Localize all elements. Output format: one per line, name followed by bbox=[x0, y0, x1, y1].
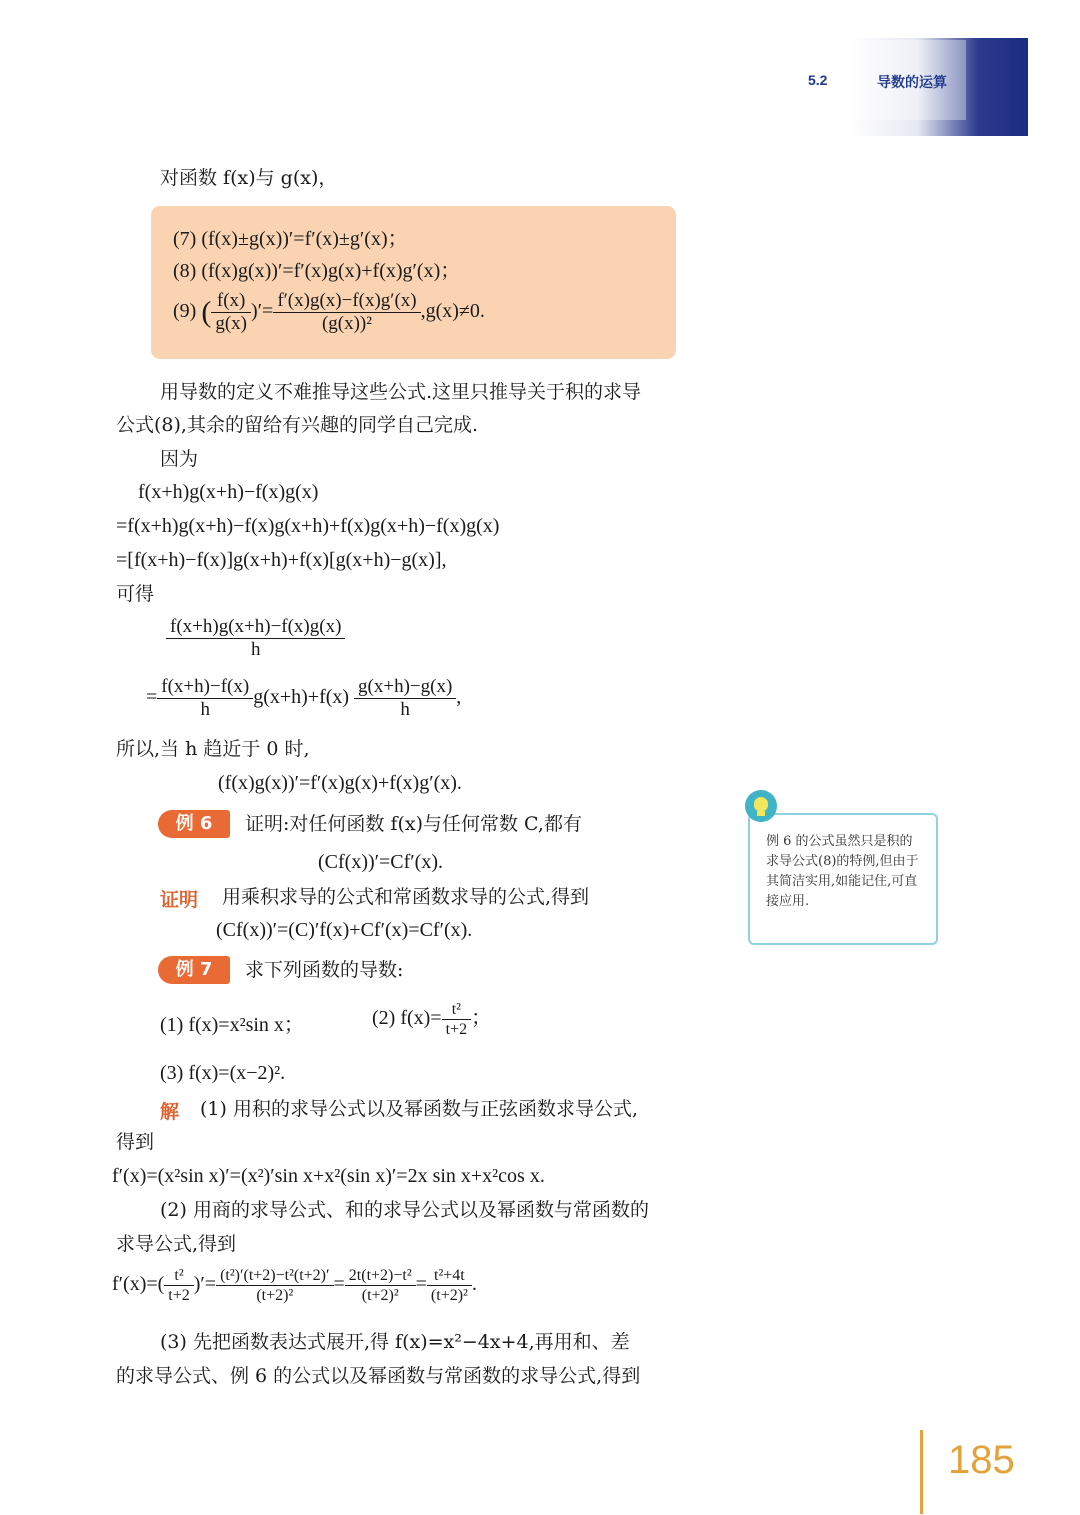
sol2-fraction-2: $\frac{\text{(t²)′(t+2)−t²(t+2)′}}{\text{(t+2)²}}$ bbox=[216, 1266, 333, 1305]
solution-2-line-1: (2) 用商的求导公式、和的求导公式以及幂函数与常函数的 bbox=[160, 1199, 649, 1221]
sol2-fraction-3: $\frac{\text{2t(t+2)−t²}}{\text{(t+2)²}}$ bbox=[345, 1266, 416, 1305]
derivation-line-1: f(x+h)g(x+h)−f(x)g(x) bbox=[138, 481, 319, 503]
solution-1-formula: f′(x)=(x²sin x)′=(x²)′sin x+x²(sin x)′=2x sin x+x²cos x. bbox=[112, 1165, 545, 1187]
para1-line1: 用导数的定义不难推导这些公式.这里只推导关于积的求导 bbox=[160, 381, 642, 403]
example-7-item-3: (3) f(x)=(x−2)². bbox=[160, 1062, 286, 1084]
item-2-fraction: $\frac{\text{t²}}{t+2}$ bbox=[442, 1000, 471, 1039]
example-6-prompt: 证明:对任何函数 f(x)与任何常数 C,都有 bbox=[245, 813, 582, 835]
quotient-fraction-2: $\frac{f(x+h)-f(x)}{h}$ bbox=[157, 676, 253, 721]
difference-quotient bbox=[166, 616, 345, 661]
example-6-formula: (Cf(x))′=Cf′(x). bbox=[318, 851, 443, 873]
example-7-prompt: 求下列函数的导数: bbox=[245, 959, 404, 981]
formula-8: (8) (f(x)g(x))′=f′(x)g(x)+f(x)g′(x)； bbox=[173, 260, 461, 282]
proof-label: 证明 bbox=[160, 889, 199, 911]
kede-text: 可得 bbox=[116, 583, 155, 605]
solution-1-line-1: (1) 用积的求导公式以及幂函数与正弦函数求导公式, bbox=[200, 1098, 638, 1120]
derivation-line-2: =f(x+h)g(x+h)−f(x)g(x+h)+f(x)g(x+h)−f(x)g(x) bbox=[116, 515, 500, 537]
example-7-item-1: (1) f(x)=x²sin x； bbox=[160, 1014, 304, 1036]
quotient-fraction-3: $\frac{g(x+h)-g(x)}{h}$ bbox=[354, 676, 456, 721]
solution-2-line-2: 求导公式,得到 bbox=[116, 1233, 237, 1255]
formula-9-label: (9) bbox=[173, 300, 197, 323]
solution-label: 解 bbox=[160, 1101, 180, 1123]
quotient-fraction-1: $\frac{f(x+h)g(x+h)-f(x)g(x)}{h}$ bbox=[166, 616, 345, 661]
proof-text: 用乘积求导的公式和常函数求导的公式,得到 bbox=[222, 886, 590, 908]
formula-7: (7) (f(x)±g(x))′=f′(x)±g′(x)； bbox=[173, 228, 408, 250]
formula-9-tail: ,g(x)≠0. bbox=[420, 300, 485, 323]
para1-line2: 公式(8),其余的留给有兴趣的同学自己完成. bbox=[116, 414, 478, 436]
proof-formula: (Cf(x))′=(C)′f(x)+Cf′(x)=Cf′(x). bbox=[216, 919, 473, 941]
section-number: 5.2 bbox=[808, 72, 828, 88]
example-6-badge: 例 6 bbox=[158, 810, 230, 838]
page-number: 185 bbox=[948, 1438, 1015, 1482]
solution-1-line-2: 得到 bbox=[116, 1131, 155, 1153]
solution-3-line-2: 的求导公式、例 6 的公式以及幂函数与常函数的求导公式,得到 bbox=[116, 1365, 641, 1387]
solution-2-formula: f′(x)=( $\frac{\text{t²}}{t+2}$ )′= $\frac{\text{(t²)′(t+2)−t²(t+2)′}}{\text{(t+2)²}}$ = $\frac{\text{2t(t+2)−t²}}{\text{(t+2)²}}$ = $\frac{\text{t²+4t}}{\text{(t+2)²}}$ . bbox=[112, 1267, 477, 1304]
solution-3-line-1: (3) 先把函数表达式展开,得 f(x)=x²−4x+4,再用和、差 bbox=[160, 1331, 630, 1353]
intro-text: 对函数 f(x)与 g(x)， bbox=[160, 167, 338, 189]
limit-result: (f(x)g(x))′=f′(x)g(x)+f(x)g′(x). bbox=[218, 772, 462, 794]
because-text: 因为 bbox=[160, 448, 199, 470]
lightbulb-base bbox=[757, 811, 765, 816]
formula-9-left-fraction: $\frac{f(x)}{g(x)}$ bbox=[211, 290, 251, 335]
page-number-rule bbox=[920, 1430, 923, 1514]
side-note-text: 例 6 的公式虽然只是积的求导公式(8)的特例,但由于其简洁实用,如能记住,可直接应用. bbox=[766, 834, 919, 909]
lightbulb-glass bbox=[754, 797, 768, 811]
sol2-fraction-1: $\frac{\text{t²}}{t+2}$ bbox=[164, 1266, 193, 1305]
formula-9-mid: )′= bbox=[250, 300, 274, 323]
example-7-item-2: (2) f(x)= $\frac{\text{t²}}{t+2}$ ； bbox=[372, 1001, 492, 1038]
quotient-expansion: = $\frac{f(x+h)-f(x)}{h}$ g(x+h)+f(x) $\frac{g(x+h)-g(x)}{h}$ , bbox=[146, 676, 462, 720]
section-title: 导数的运算 bbox=[877, 74, 947, 90]
sol2-fraction-4: $\frac{\text{t²+4t}}{\text{(t+2)²}}$ bbox=[427, 1266, 472, 1305]
derivation-line-3: =[f(x+h)−f(x)]g(x+h)+f(x)[g(x+h)−g(x)], bbox=[116, 549, 447, 571]
example-7-badge: 例 7 bbox=[158, 956, 230, 984]
suoyi-text: 所以,当 h 趋近于 0 时, bbox=[116, 738, 310, 760]
formula-9: (9) ( $\frac{f(x)}{g(x)}$ )′= $\frac{f'(x)g(x)-f(x)g'(x)}{\text{(g(x))²}}$ ,g(x)≠0. bbox=[173, 290, 485, 334]
formula-9-right-fraction: $\frac{f'(x)g(x)-f(x)g'(x)}{\text{(g(x))²}}$ bbox=[273, 290, 420, 335]
